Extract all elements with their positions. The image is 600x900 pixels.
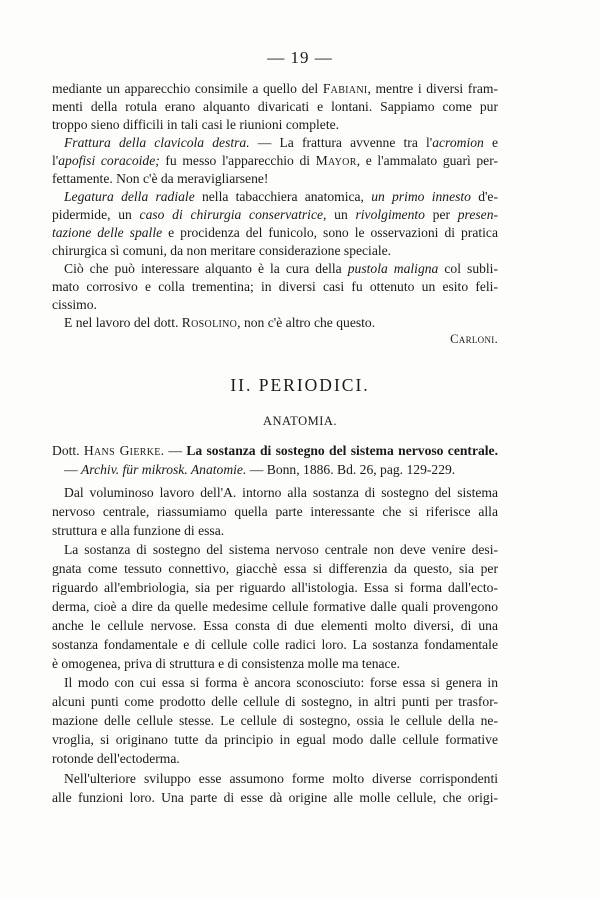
text-line: fettamente. Non c'è da meravigliarsene! xyxy=(52,171,269,186)
text-line: Nell'ulteriore sviluppo esse assumono forme molto diverse corrispondenti xyxy=(64,771,498,786)
signature: Carloni. xyxy=(450,332,498,346)
citation-line: — Archiv. für mikrosk. Anatomie. — Bonn, 1886. Bd. 26, pag. 129-229. xyxy=(64,462,456,477)
text-line: mazione delle cellule stesse. Le cellule di sostegno, ossia le cellule della ne- xyxy=(52,713,498,728)
text-line: struttura e alla funzione di essa. xyxy=(52,523,225,538)
text-line: menti della rotula erano alquanto divaricati e lontani. Sappiamo come pur xyxy=(52,99,498,114)
text-line: tazione delle spalle e procidenza del funicolo, sono le osservazioni di pratica xyxy=(52,225,498,240)
text-line: alle funzioni loro. Una parte di esse dà origine alle molle cellule, che origi- xyxy=(52,790,498,805)
text-line: Legatura della radiale nella tabacchiera anatomica, un primo innesto d'e- xyxy=(64,189,498,204)
text-line: Il modo con cui essa si forma è ancora sconosciuto: forse essa si genera in xyxy=(64,675,498,690)
citation-line: Dott. Hans Gierke. — La sostanza di sostegno del sistema nervoso centrale. xyxy=(52,443,498,458)
text-line: l'apofisi coracoide; fu messo l'apparecchio di Mayor, e l'ammalato guarì per- xyxy=(52,153,498,168)
author-name: Fabiani xyxy=(322,81,368,96)
text-line: mato corrosivo e colla trementina; in diversi casi fu ottenuto un esito feli- xyxy=(52,279,498,294)
text-line: gnata come tessuto connettivo, giacchè essa si differenzia da questo, sia per xyxy=(52,561,498,576)
text-line: Ciò che può interessare alquanto è la cura della pustola maligna col subli- xyxy=(64,261,498,276)
text-line: anche le cellule nervose. Essa consta di due elementi molto diversi, di una xyxy=(52,618,498,633)
text-line: sostanza fondamentale e di cellule colle radici loro. La sostanza fondamentale xyxy=(52,637,498,652)
text-line: La sostanza di sostegno del sistema nervoso centrale non deve venire desi- xyxy=(64,542,498,557)
author-name: Hans Gierke xyxy=(83,443,161,458)
text-line: E nel lavoro del dott. Rosolino, non c'è altro che questo. xyxy=(64,315,376,330)
text-line: vroglia, si originano tutte da principio in egual modo dalle cellule formative xyxy=(52,732,498,747)
text-line: troppo sieno difficili in tali casi le riunioni complete. xyxy=(52,117,340,132)
text-line: riguardo all'embriologia, sia per riguardo all'istologia. Essa si forma dall'ecto- xyxy=(52,580,498,595)
text-line: è omogenea, priva di struttura e di consistenza molle ma tenace. xyxy=(52,656,401,671)
text-line: cissimo. xyxy=(52,297,97,312)
text-line: pidermide, un caso di chirurgia conservatrice, un rivolgimento per presen- xyxy=(52,207,499,222)
text-line: derma, cioè a dire da quelle medesime cellule formative dalle quali provengono xyxy=(52,599,498,614)
text-line: mediante un apparecchio consimile a quello del Fabiani, mentre i diversi fram- xyxy=(52,81,498,96)
article-title: La sostanza di sostegno del sistema nervoso centrale. xyxy=(186,443,498,458)
author-name: Rosolino xyxy=(181,315,238,330)
journal-name: Archiv. für mikrosk. Anatomie. xyxy=(81,462,247,477)
text-line: rotonde dell'ectoderma. xyxy=(52,751,180,766)
text-line: chirurgica sì comuni, da non meritare considerazione speciale. xyxy=(52,243,392,258)
case-title: Frattura della clavicola destra. xyxy=(64,135,250,150)
subsection-heading: ANATOMIA. xyxy=(262,414,338,428)
section-heading: II. PERIODICI. xyxy=(230,375,370,395)
text-line: alcuni punti come prodotto delle cellule di sostegno, in altri punti per trasfor- xyxy=(52,694,498,709)
text-line: Dal voluminoso lavoro dell'A. intorno alla sostanza di sostegno del sistema xyxy=(64,485,498,500)
case-title: Legatura della radiale xyxy=(64,189,195,204)
text-line: Frattura della clavicola destra. — La frattura avvenne tra l'acromion e xyxy=(64,135,498,150)
text-line: nervoso centrale, riassumiamo quella parte interessante che si riferisce alla xyxy=(52,504,498,519)
author-name: Mayor xyxy=(315,153,357,168)
page-number: — 19 — xyxy=(267,48,333,67)
